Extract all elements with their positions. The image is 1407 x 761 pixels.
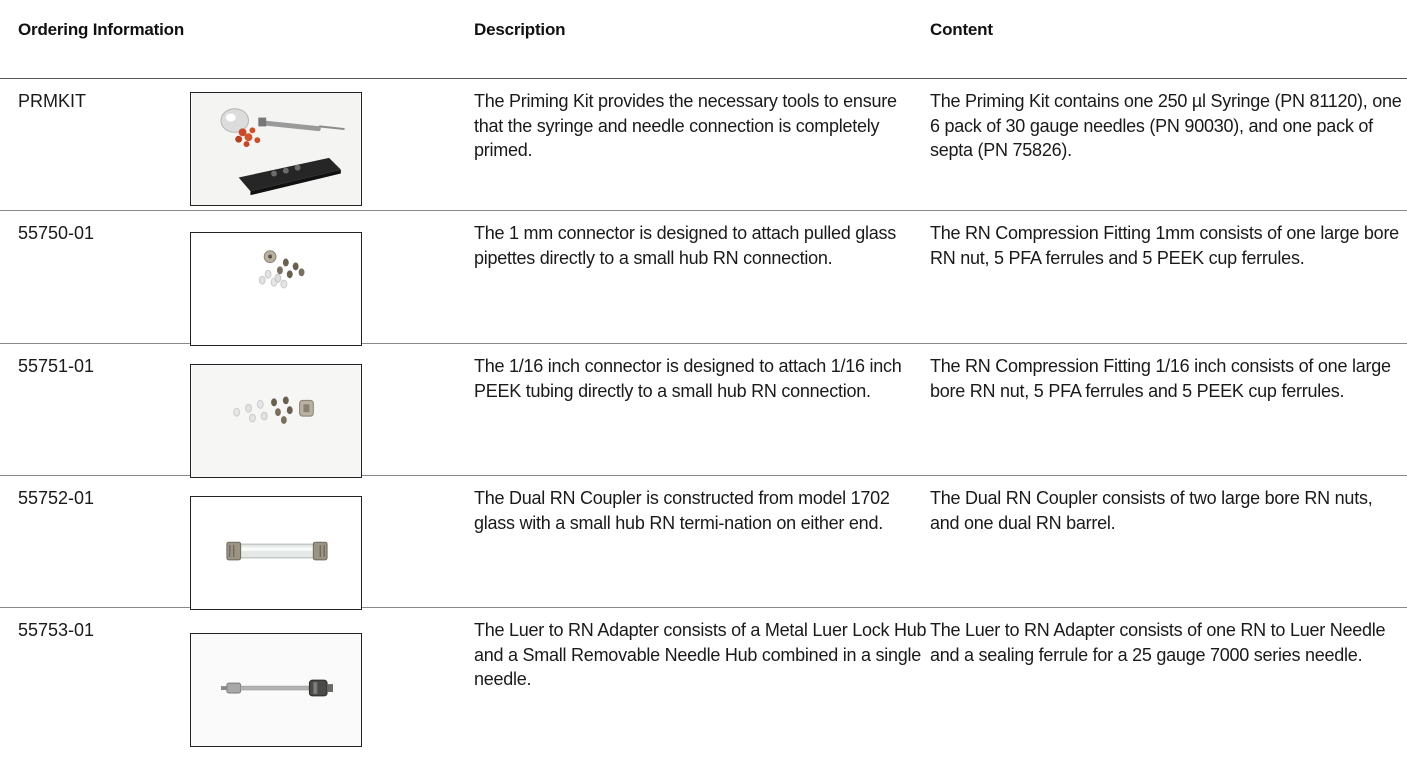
dual-rn-coupler-photo-icon xyxy=(190,496,362,610)
table-row xyxy=(0,211,1407,344)
table-row xyxy=(0,608,1407,761)
compression-fitting-1mm-photo-icon xyxy=(190,232,362,346)
product-content: The Luer to RN Adapter consists of one RN to Luer Needle and a sealing ferrule for a 25 gauge 7000 series needle. xyxy=(930,620,1386,665)
priming-kit-photo-icon xyxy=(190,92,362,206)
product-description: The 1 mm connector is designed to attach pulled glass pipettes directly to a small hub RN connection. xyxy=(474,223,896,268)
part-number: 55751-01 xyxy=(18,356,95,376)
product-description: The Priming Kit provides the necessary tools to ensure that the syringe and needle connection is completely primed. xyxy=(474,91,897,160)
ordering-information-heading: Ordering Information xyxy=(18,20,185,39)
product-description: The Dual RN Coupler is constructed from model 1702 glass with a small hub RN termi-nation on either end. xyxy=(474,488,890,533)
part-number: 55753-01 xyxy=(18,620,95,640)
product-content: The Priming Kit contains one 250 µl Syringe (PN 81120), one 6 pack of 30 gauge needles (PN 90030), and one pack of septa (PN 75826). xyxy=(930,91,1402,160)
table-header xyxy=(0,0,1407,79)
product-content: The Dual RN Coupler consists of two large bore RN nuts, and one dual RN barrel. xyxy=(930,488,1373,533)
content-heading: Content xyxy=(930,20,993,39)
luer-to-rn-adapter-photo-icon xyxy=(190,633,362,747)
table-row xyxy=(0,79,1407,211)
product-content: The RN Compression Fitting 1/16 inch consists of one large bore RN nut, 5 PFA ferrules and 5 PEEK cup ferrules. xyxy=(930,356,1391,401)
table-row xyxy=(0,344,1407,476)
part-number: PRMKIT xyxy=(18,91,87,111)
product-content: The RN Compression Fitting 1mm consists of one large bore RN nut, 5 PFA ferrules and 5 PEEK cup ferrules. xyxy=(930,223,1399,268)
product-description: The Luer to RN Adapter consists of a Metal Luer Lock Hub and a Small Removable Needle Hub combined in a single needle. xyxy=(474,620,927,689)
part-number: 55750-01 xyxy=(18,223,95,243)
product-description: The 1/16 inch connector is designed to attach 1/16 inch PEEK tubing directly to a small hub RN connection. xyxy=(474,356,902,401)
table-row xyxy=(0,476,1407,608)
part-number: 55752-01 xyxy=(18,488,95,508)
compression-fitting-1-16-photo-icon xyxy=(190,364,362,478)
description-heading: Description xyxy=(474,20,566,39)
